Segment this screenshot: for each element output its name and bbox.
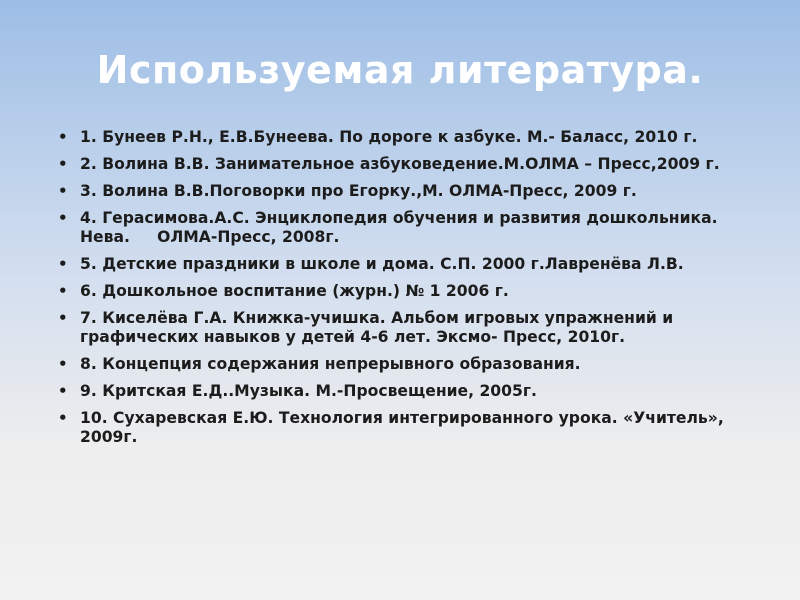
bullet-icon: •	[58, 128, 68, 146]
bullet-icon: •	[58, 255, 68, 273]
reference-text: 4. Герасимова.А.С. Энциклопедия обучения и развития дошкольника. Нева. ОЛМА-Пресс, 2008г.	[80, 209, 723, 246]
reference-item-6	[58, 282, 748, 301]
reference-item-10	[58, 409, 748, 447]
reference-text: 5. Детские праздники в школе и дома. С.П. 2000 г.Лавренёва Л.В.	[80, 255, 684, 273]
reference-item-1	[58, 128, 748, 147]
bullet-icon: •	[58, 309, 68, 327]
reference-item-2	[58, 155, 748, 174]
reference-item-3	[58, 182, 748, 201]
bullet-icon: •	[58, 382, 68, 400]
reference-list	[58, 128, 748, 455]
reference-text: 3. Волина В.В.Поговорки про Егорку.,М. ОЛМА-Пресс, 2009 г.	[80, 182, 637, 200]
bullet-icon: •	[58, 209, 68, 227]
bullet-icon: •	[58, 282, 68, 300]
bullet-icon: •	[58, 155, 68, 173]
reference-text: 1. Бунеев Р.Н., Е.В.Бунеева. По дороге к азбуке. М.- Баласс, 2010 г.	[80, 128, 698, 146]
reference-text: 2. Волина В.В. Занимательное азбуковедение.М.ОЛМА – Пресс,2009 г.	[80, 155, 720, 173]
reference-item-5	[58, 255, 748, 274]
bullet-icon: •	[58, 409, 68, 427]
reference-item-7	[58, 309, 748, 347]
reference-item-9	[58, 382, 748, 401]
slide-title: Используемая литература.	[96, 48, 704, 92]
reference-text: 8. Концепция содержания непрерывного образования.	[80, 355, 581, 373]
reference-item-4	[58, 209, 748, 247]
reference-text: 9. Критская Е.Д..Музыка. М.-Просвещение, 2005г.	[80, 382, 537, 400]
reference-text: 10. Сухаревская Е.Ю. Технология интегрированного урока. «Учитель», 2009г.	[80, 409, 724, 446]
bullet-icon: •	[58, 182, 68, 200]
bullet-icon: •	[58, 355, 68, 373]
reference-text: 7. Киселёва Г.А. Книжка-учишка. Альбом игровых упражнений и графических навыков у детей 4-6 лет. Эксмо- Пресс, 2010г.	[80, 309, 674, 346]
reference-item-8	[58, 355, 748, 374]
reference-text: 6. Дошкольное воспитание (журн.) № 1 2006 г.	[80, 282, 509, 300]
